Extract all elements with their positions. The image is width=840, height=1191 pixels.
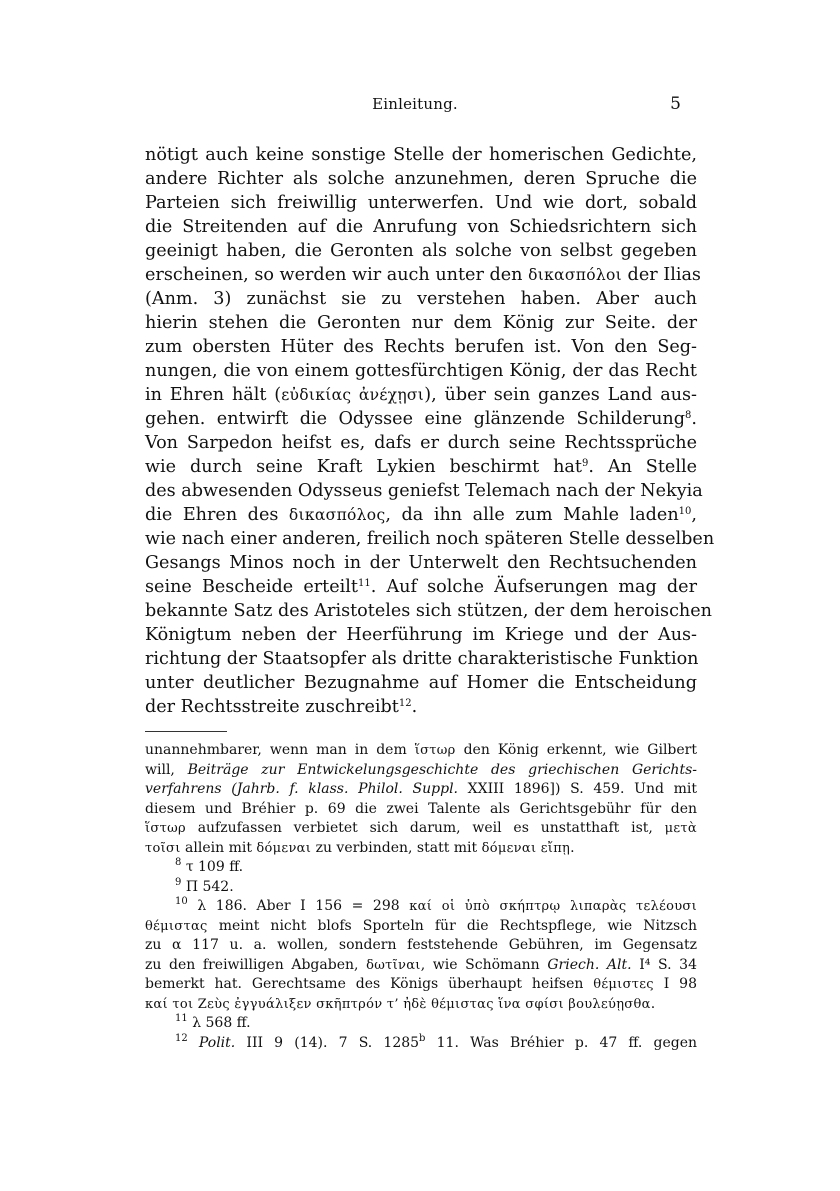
text-line: wie nach einer anderen, freilich noch späteren Stelle desselben (145, 529, 715, 549)
page-number: 5 (670, 94, 681, 114)
footnote-ref: 10 (678, 506, 692, 517)
text-line: hierin stehen die Geronten nur dem König zur Seite. der (145, 313, 697, 333)
footnote-line: καί τοι Ζεὺς ἐγγυάλιξεν σκῆπτρόν τ’ ἠδὲ θέμιστας ἵνα σφίσι βουλεύῃσθα. (145, 995, 656, 1012)
text-line: in Ehren hält (εὐδικίας ἀνέχῃσι), über sein ganzes Land aus- (145, 385, 698, 405)
text-line: richtung der Staatsopfer als dritte charakteristische Funktion (145, 649, 699, 669)
text-line: Parteien sich freiwillig unterwerfen. Und wie dort, sobald (145, 193, 697, 213)
footnote-line: θέμιστας meint nicht blofs Sporteln für die Rechtspflege, wie Nitzsch (145, 917, 697, 934)
running-head (145, 95, 685, 119)
footnote-ref: 9 (582, 458, 589, 469)
greek-word: εὐδικίας ἀνέχῃσι (281, 386, 425, 404)
footnote-10: $^{10}$ λ 186. Aber I 156 = 298 καί οἱ ὑπὸ σκήπτρῳ λιπαρὰς τελέουσι (175, 896, 698, 914)
footnotes (145, 741, 697, 1053)
text-line: unter deutlicher Bezugnahme auf Homer die Entscheidung (145, 673, 697, 693)
footnote-line: bemerkt hat. Gerechtsame des Königs überhaupt heifsen θέμιστες I 98 (145, 976, 697, 992)
footnote-9: $^9$ Π 542. (175, 876, 234, 895)
footnote-line: zu den freiwilligen Abgaben, δωτῖναι, wie Schömann Griech. Alt. I⁴ S. 34 (145, 956, 697, 973)
main-text (145, 143, 715, 719)
footnote-8: $^8$ τ 109 ff. (175, 857, 244, 875)
text-line: bekannte Satz des Aristoteles sich stützen, der dem heroischen (145, 601, 712, 621)
text-line: die Ehren des δικασπόλος, da ihn alle zum Mahle laden$^{10}$, (145, 505, 697, 525)
text-line: andere Richter als solche anzunehmen, deren Spruche die (145, 169, 697, 189)
footnote-line: unannehmbarer, wenn man in dem ἵστωρ den König erkennt, wie Gilbert (145, 742, 697, 758)
footnote-line: τοῖσι allein mit δόμεναι zu verbinden, statt mit δόμεναι εἴπῃ. (145, 839, 575, 856)
footnote-11: $^{11}$ λ 568 ff. (175, 1013, 251, 1031)
footnote-line: zu α 117 u. a. wollen, sondern feststehende Gebühren, im Gegensatz (145, 937, 697, 953)
text-line: nötigt auch keine sonstige Stelle der homerischen Gedichte, (145, 145, 697, 165)
footnote-line: will, Beiträge zur Entwickelungsgeschichte des griechischen Gerichts- (145, 761, 697, 778)
greek-word: δικασπόλος (288, 506, 386, 524)
footnote-line: ἵστωρ aufzufassen verbietet sich darum, weil es unstatthaft ist, μετὰ (145, 820, 697, 836)
text-line: seine Bescheide erteilt$^{11}$. Auf solche Äufserungen mag der (145, 577, 697, 597)
text-line: der Rechtsstreite zuschreibt$^{12}$. (145, 697, 418, 717)
text-line: (Anm. 3) zunächst sie zu verstehen haben. Aber auch (145, 289, 697, 309)
text-line: zum obersten Hüter des Rechts berufen ist. Von den Seg- (145, 337, 697, 357)
text-line: Von Sarpedon heifst es, dafs er durch seine Rechtssprüche (145, 433, 697, 453)
greek-word: δικασπόλοι (528, 266, 622, 284)
text-line: Gesangs Minos noch in der Unterwelt den Rechtsuchenden (145, 553, 697, 573)
footnote-line: diesem und Bréhier p. 69 die zwei Talente als Gerichtsgebühr für den (145, 800, 697, 817)
footnote-ref: 12 (398, 698, 412, 709)
text-line: geeinigt haben, die Geronten als solche von selbst gegeben (145, 241, 697, 261)
text-line: Königtum neben der Heerführung im Kriege und der Aus- (145, 625, 697, 645)
text-line: wie durch seine Kraft Lykien beschirmt hat$^9$. An Stelle (145, 457, 697, 477)
footnote-ref: 8 (685, 410, 692, 421)
footnote-line: verfahrens (Jahrb. f. klass. Philol. Suppl. XXIII 1896]) S. 459. Und mit (145, 781, 697, 797)
footnote-ref: 11 (357, 578, 371, 589)
chapter-title: Einleitung. (372, 95, 458, 113)
text-line: des abwesenden Odysseus geniefst Telemach nach der Nekyia (145, 481, 703, 501)
text-line: die Streitenden auf die Anrufung von Schiedsrichtern sich (145, 217, 697, 237)
footnote-12: $^{12}$ Polit. III 9 (14). 7 S. 1285$^b$ 11. Was Bréhier p. 47 ff. gegen (175, 1032, 698, 1051)
text-line: erscheinen, so werden wir auch unter den δικασπόλοι der Ilias (145, 265, 701, 285)
footnote-divider (145, 731, 227, 732)
text-line: gehen. entwirft die Odyssee eine glänzende Schilderung$^8$. (145, 409, 697, 429)
text-line: nungen, die von einem gottesfürchtigen König, der das Recht (145, 361, 697, 381)
